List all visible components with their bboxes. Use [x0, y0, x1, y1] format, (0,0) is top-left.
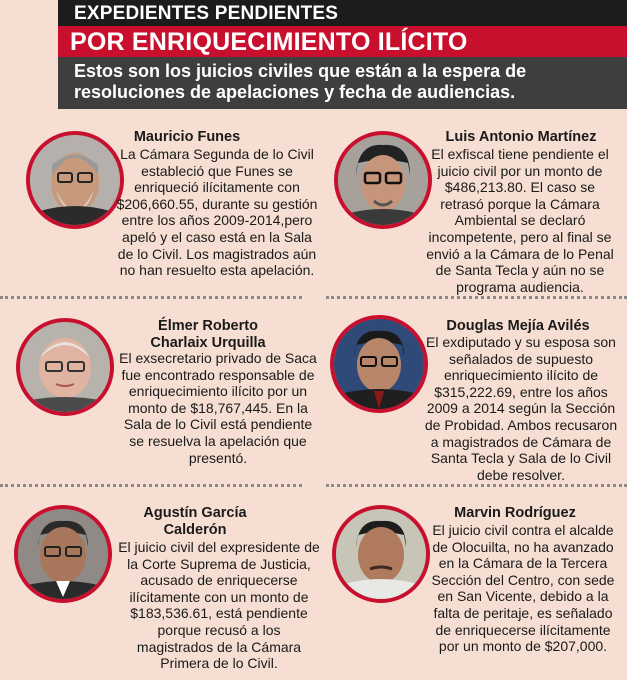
divider	[326, 296, 627, 299]
case-text: El exsecretario privado de Saca fue encontrado responsable de enriquecimiento ilícito por un monto de $18,767,445. En la Sala de lo Civil está pendiente se resuelva la apelación que presentó.	[119, 350, 317, 466]
divider	[0, 296, 302, 299]
case-text: El juicio civil del expresidente de la Corte Suprema de Justicia, acusado de enriquecerse ilícitamente con un monto de $183,536.61, está pendiente porque recusó a los magistrados de la Cámara Primera de lo Civil.	[118, 539, 320, 672]
headline-title: POR ENRIQUECIMIENTO ILÍCITO	[70, 28, 468, 56]
case-name: Mauricio Funes	[133, 129, 241, 145]
case-name: Luis Antonio Martínez	[445, 129, 597, 145]
case-name: Douglas Mejía Avilés	[446, 318, 590, 334]
case-text: La Cámara Segunda de lo Civil estableció que Funes se enriqueció ilícitamente con $206,660.55, durante su gestión entre los años 2009-2014,pero apeló y el caso está en la Sala de lo Civil. Los magistrados aún no han resuelto esta apelación.	[116, 146, 318, 279]
divider	[326, 484, 627, 487]
case-text: El juicio civil contra el alcalde de Olocuilta, no ha avanzado en la Cámara de la Tercera Sección del Centro, con sede en San Vicente, debido a la falta de peritaje, es señalado de enriquecerse ilícitamente por un monto de $207,000.	[431, 522, 615, 655]
case-text: El exfiscal tiene pendiente el juicio civil por un monto de $486,213.80. El caso se retrasó porque la Cámara Ambiental se declaró incompetente, pero al final se envió a la Cámara de lo Penal de Santa Tecla y aún no se programa audiencia.	[426, 146, 614, 295]
divider	[0, 484, 302, 487]
kicker-title: EXPEDIENTES PENDIENTES	[74, 3, 339, 24]
case-name: Élmer Roberto Charlaix Urquilla	[150, 318, 266, 351]
case-text: El exdiputado y su esposa son señalados de supuesto enriquecimiento ilícito de $315,222.69, entre los años 2009 a 2014 según la Sección de Probidad. Ambos recusaron a magistrados de Cámara de Santa Tecla y Sala de lo Civil debe resolver.	[424, 334, 618, 483]
lead-text: Estos son los juicios civiles que están a la espera de resoluciones de apelaciones y fecha de audiencias.	[74, 61, 527, 102]
case-name: Agustín García Calderón	[143, 505, 247, 538]
case-name: Marvin Rodríguez	[454, 505, 576, 521]
